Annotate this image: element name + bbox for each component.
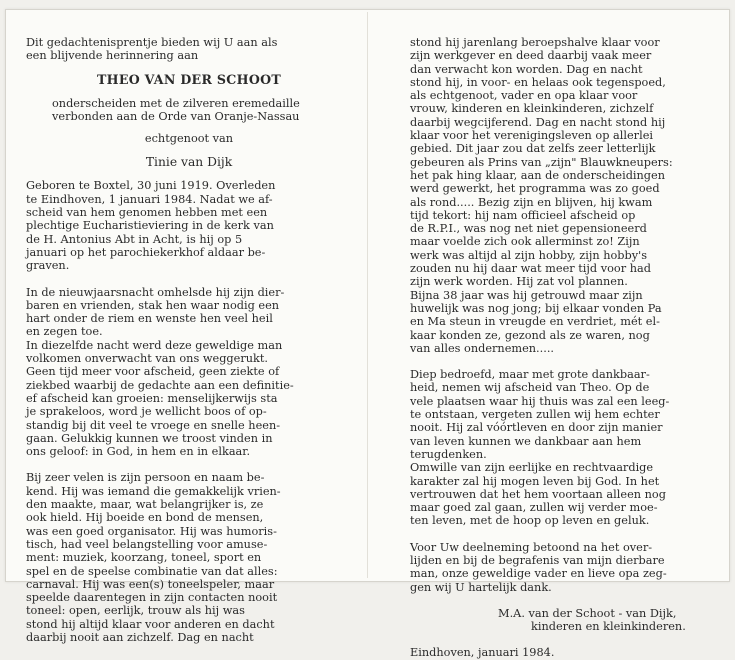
text-line: vele plaatsen waar hij thuis was zal een leeg- bbox=[410, 394, 670, 408]
text-line: als rond..... Bezig zijn en blijven, hij kwam bbox=[410, 195, 653, 209]
text-line: carnaval. Hij was een(s) toneelspeler, maar bbox=[26, 577, 275, 591]
text-line: de H. Antonius Abt in Acht, is hij op 5 bbox=[26, 232, 243, 246]
text-line: huwelijk was nog jong; bij elkaar vonden Pa bbox=[410, 301, 662, 315]
text-line: standig bij dit veel te vroege en snelle heen- bbox=[26, 418, 281, 432]
text-line: gen wij U hartelijk dank. bbox=[410, 580, 552, 594]
text-line: een blijvende herinnering aan bbox=[26, 49, 199, 63]
signature-block bbox=[410, 607, 696, 634]
text-line: ons geloof: in God, in hem en in elkaar. bbox=[26, 445, 251, 459]
paragraph-new-year bbox=[26, 286, 352, 459]
text-line: Bijna 38 jaar was hij getrouwd maar zijn bbox=[410, 288, 643, 302]
text-line: zouden nu hij daar wat meer tijd voor had bbox=[410, 262, 651, 276]
signature-family: kinderen en kleinkinderen. bbox=[531, 620, 686, 634]
right-panel bbox=[410, 36, 696, 660]
spouse-name: Tinie van Dijk bbox=[145, 155, 233, 170]
text-line: volkomen onverwacht van ons weggerukt. bbox=[26, 352, 268, 366]
text-line: het pak hing klaar, aan de onderscheidingen bbox=[410, 168, 666, 182]
text-line: maar voelde zich ook allerminst zo! Zijn bbox=[410, 235, 640, 249]
paragraph-thanks bbox=[410, 541, 696, 594]
text-line: karakter zal hij mogen leven bij God. In het bbox=[410, 474, 660, 488]
text-line: zijn werk worden. Hij zat vol plannen. bbox=[410, 275, 628, 289]
text-line: hart onder de riem en wenste hen veel heil bbox=[26, 312, 273, 326]
text-line: van alles ondernemen..... bbox=[410, 341, 555, 355]
text-line: Omwille van zijn eerlijke en rechtvaardige bbox=[410, 461, 654, 475]
birth-death-text bbox=[26, 179, 352, 272]
text-line: te Eindhoven, 1 januari 1984. Nadat we af- bbox=[26, 192, 273, 206]
text-line: spel en de speelse combinatie van dat alles: bbox=[26, 564, 278, 578]
text-line: lijden en bij de begrafenis van mijn dierbare bbox=[410, 553, 665, 567]
text-line: vrouw, kinderen en kleinkinderen, zichzelf bbox=[410, 102, 654, 116]
text-line: werd gewerkt, het programma was zo goed bbox=[410, 182, 660, 196]
text-line: terugdenken. bbox=[410, 447, 487, 461]
intro-text bbox=[26, 36, 352, 63]
paragraph-farewell bbox=[410, 368, 696, 528]
text-line: stond hij, in voor- en helaas ook tegenspoed, bbox=[410, 75, 666, 89]
card-fold-line bbox=[367, 12, 368, 578]
text-line: van leven kunnen we dankbaar aan hem bbox=[410, 434, 642, 448]
text-line: scheid van hem genomen hebben met een bbox=[26, 206, 268, 220]
text-line: kaar konden ze, gezond als ze waren, nog bbox=[410, 328, 650, 342]
signature-name: M.A. van der Schoot - van Dijk, bbox=[498, 606, 677, 620]
text-line: ef afscheid kan groeien: menselijkerwijs sta bbox=[26, 391, 278, 405]
text-line: vertrouwen dat het hem voortaan alleen nog bbox=[410, 487, 666, 501]
honors-text bbox=[26, 97, 352, 124]
text-line: Diep bedroefd, maar met grote dankbaar- bbox=[410, 368, 650, 382]
spouse-label: echtgenoot van bbox=[144, 132, 234, 146]
text-line: onderscheiden met de zilveren eremedaille bbox=[52, 96, 300, 110]
text-line: daarbij nooit aan zichzelf. Dag en nacht bbox=[26, 630, 254, 644]
text-line: daarbij wegcijferend. Dag en nacht stond hij bbox=[410, 115, 666, 129]
text-line: maar goed zal gaan, zullen wij verder moe- bbox=[410, 501, 658, 515]
text-line: januari op het parochiekerkhof aldaar be- bbox=[26, 245, 266, 259]
paragraph-character bbox=[26, 471, 352, 644]
text-line: tisch, had veel belangstelling voor amuse- bbox=[26, 537, 268, 551]
text-line: Geboren te Boxtel, 30 juni 1919. Overleden bbox=[26, 179, 276, 193]
place-date: Eindhoven, januari 1984. bbox=[410, 646, 555, 660]
text-line: Geen tijd meer voor afscheid, geen ziekte of bbox=[26, 365, 280, 379]
text-line: als echtgenoot, vader en opa klaar voor bbox=[410, 89, 638, 103]
text-line: te ontstaan, vergeten zullen wij hem echter bbox=[410, 408, 660, 422]
text-line: ment: muziek, koorzang, toneel, sport en bbox=[26, 551, 262, 565]
text-line: ook hield. Hij boeide en bond de mensen, bbox=[26, 511, 264, 525]
text-line: en zegen toe. bbox=[26, 325, 103, 339]
left-panel bbox=[26, 36, 352, 644]
text-line: werk was altijd al zijn hobby, zijn hobby's bbox=[410, 248, 648, 262]
text-line: kend. Hij was iemand die gemakkelijk vrien- bbox=[26, 484, 281, 498]
text-line: baren en vrienden, stak hen waar nodig een bbox=[26, 298, 280, 312]
text-line: gebied. Dit jaar zou dat zelfs zeer letterlijk bbox=[410, 142, 656, 156]
text-line: den maakte, maar, wat belangrijker is, ze bbox=[26, 498, 264, 512]
text-line: tijd tekort: hij nam officieel afscheid op bbox=[410, 208, 636, 222]
paragraph-work bbox=[410, 36, 696, 355]
text-line: stond hij altijd klaar voor anderen en dacht bbox=[26, 617, 275, 631]
deceased-name: THEO VAN DER SCHOOT bbox=[96, 71, 282, 87]
text-line: zijn werkgever en deed daarbij vaak meer bbox=[410, 49, 652, 63]
text-line: en Ma steun in vreugde en verdriet, mét el- bbox=[410, 315, 660, 329]
text-line: Dit gedachtenisprentje bieden wij U aan als bbox=[26, 36, 278, 49]
text-line: was een goed organisator. Hij was humoris- bbox=[26, 524, 277, 538]
text-line: In de nieuwjaarsnacht omhelsde hij zijn dier- bbox=[26, 285, 285, 299]
text-line: speelde daarentegen in zijn contacten nooit bbox=[26, 591, 278, 605]
text-line: gebeuren als Prins van „zijn" Blauwkneupers: bbox=[410, 155, 673, 169]
text-line: klaar voor het verenigingsleven op allerlei bbox=[410, 129, 653, 143]
text-line: In diezelfde nacht werd deze geweldige man bbox=[26, 338, 283, 352]
text-line: heid, nemen wij afscheid van Theo. Op de bbox=[410, 381, 650, 395]
text-line: ziekbed waarbij de gedachte aan een definitie- bbox=[26, 378, 294, 392]
text-line: gaan. Gelukkig kunnen we troost vinden in bbox=[26, 431, 273, 445]
text-line: verbonden aan de Orde van Oranje-Nassau bbox=[52, 109, 300, 123]
text-line: Voor Uw deelneming betoond na het over- bbox=[410, 540, 653, 554]
text-line: ten leven, met de hoop op leven en geluk. bbox=[410, 514, 650, 528]
text-line: man, onze geweldige vader en lieve opa zeg- bbox=[410, 567, 667, 581]
text-line: stond hij jarenlang beroepshalve klaar voor bbox=[410, 36, 660, 49]
text-line: je sprakeloos, word je wellicht boos of op- bbox=[26, 405, 267, 419]
text-line: dan verwacht kon worden. Dag en nacht bbox=[410, 62, 643, 76]
text-line: plechtige Eucharistieviering in de kerk van bbox=[26, 219, 274, 233]
text-line: nooit. Hij zal vóórtleven en door zijn manier bbox=[410, 421, 663, 435]
text-line: toneel: open, eerlijk, trouw als hij was bbox=[26, 604, 245, 618]
text-line: Bij zeer velen is zijn persoon en naam be- bbox=[26, 471, 265, 485]
text-line: de R.P.I., was nog net niet gepensioneerd bbox=[410, 222, 647, 236]
text-line: graven. bbox=[26, 259, 70, 273]
